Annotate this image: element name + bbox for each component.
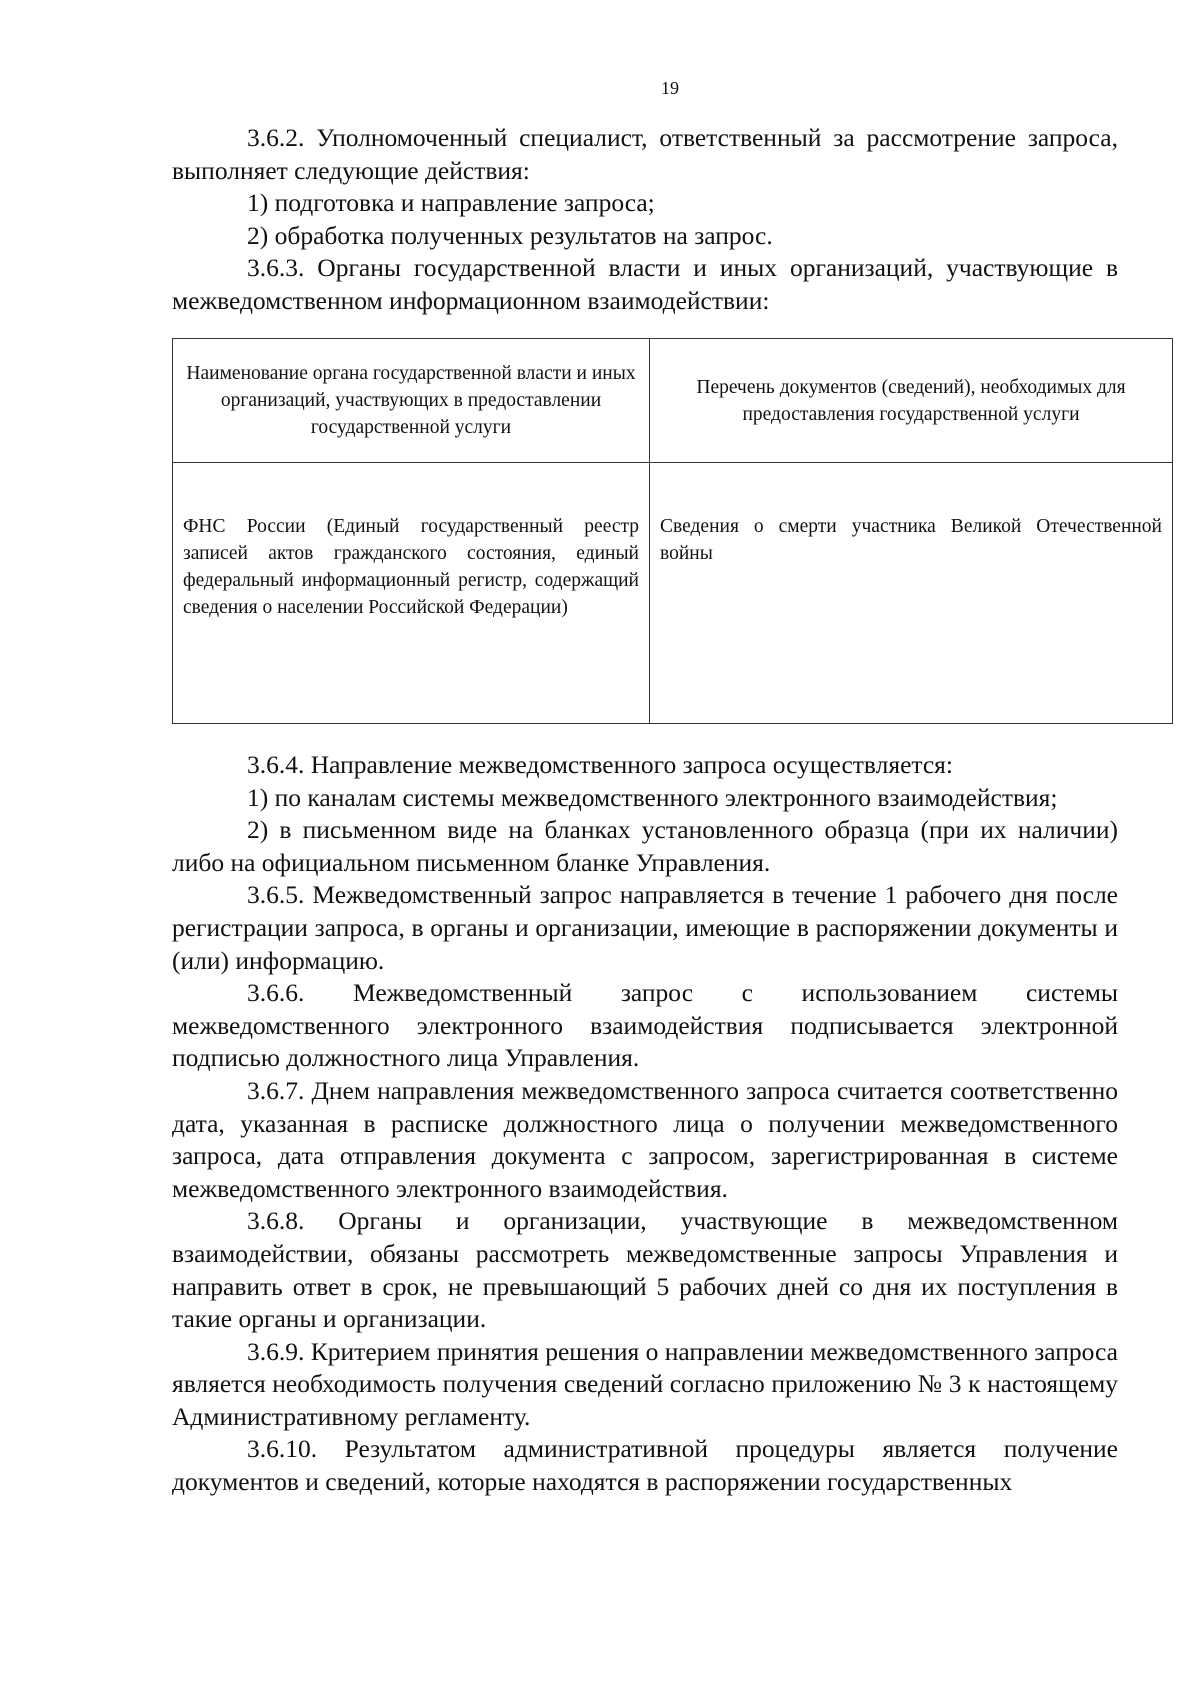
paragraph-3-6-6: 3.6.6. Межведомственный запрос с использованием системы межведомственного электронного взаимодействия подписывается электронной подписью должностного лица Управления. [172,978,1118,1073]
paragraph-3-6-4: 3.6.4. Направление межведомственного запроса осуществляется: [247,750,953,779]
paragraph-3-6-7: 3.6.7. Днем направления межведомственного запроса считается соответственно дата, указанная в расписке должностного лица о получении межведомственного запроса, дата отправления документа с запросом, зарегистрированная в системе межведомственного электронного взаимодействия. [172,1075,1118,1203]
paragraph-3-6-2: 3.6.2. Уполномоченный специалист, ответственный за рассмотрение запроса, выполняет следующие действия: [172,123,1118,185]
cell-agency: ФНС России (Единый государственный реестр записей актов гражданского состояния, единый федеральный информационный регистр, содержащий сведения о населении Российской Федерации) [173,463,650,724]
list-item-2: 2) в письменном виде на бланках установленного образца (при их наличии) либо на официальном письменном бланке Управления. [172,815,1118,877]
paragraph-3-6-10: 3.6.10. Результатом административной процедуры является получение документов и сведений, которые находятся в распоряжении государственных [172,1434,1118,1497]
list-item-1: 1) подготовка и направление запроса; [247,188,655,218]
paragraph-3-6-3: 3.6.3. Органы государственной власти и иных организаций, участвующие в межведомственном информационном взаимодействии: [172,253,1118,315]
text-block-bottom [172,749,1118,1499]
header-documents-list: Перечень документов (сведений), необходимых для предоставления государственной услуги [650,339,1173,463]
paragraph-3-6-8: 3.6.8. Органы и организации, участвующие в межведомственном взаимодействии, обязаны рассмотреть межведомственные запросы Управления и направить ответ в срок, не превышающий 5 рабочих дней со дня их поступления в такие органы и организации. [172,1206,1118,1334]
list-item-2: 2) обработка полученных результатов на запрос. [247,220,773,250]
table-row [173,463,1173,724]
cell-documents: Сведения о смерти участника Великой Отечественной войны [650,463,1173,724]
table-header-row [173,339,1173,463]
list-item-1: 1) по каналам системы межведомственного электронного взаимодействия; [247,782,1058,812]
paragraph-3-6-9: 3.6.9. Критерием принятия решения о направлении межведомственного запроса является необходимость получения сведений согласно приложению № 3 к настоящему Административному регламенту. [172,1336,1118,1431]
header-agency-name: Наименование органа государственной власти и иных организаций, участвующих в предоставлении государственной услуги [173,339,650,463]
text-block-top [172,122,1118,318]
page-number: 19 [661,78,679,98]
paragraph-3-6-5: 3.6.5. Межведомственный запрос направляется в течение 1 рабочего дня после регистрации запроса, в органы и организации, имеющие в распоряжении документы и (или) информацию. [172,880,1118,975]
agencies-table [172,338,1173,724]
